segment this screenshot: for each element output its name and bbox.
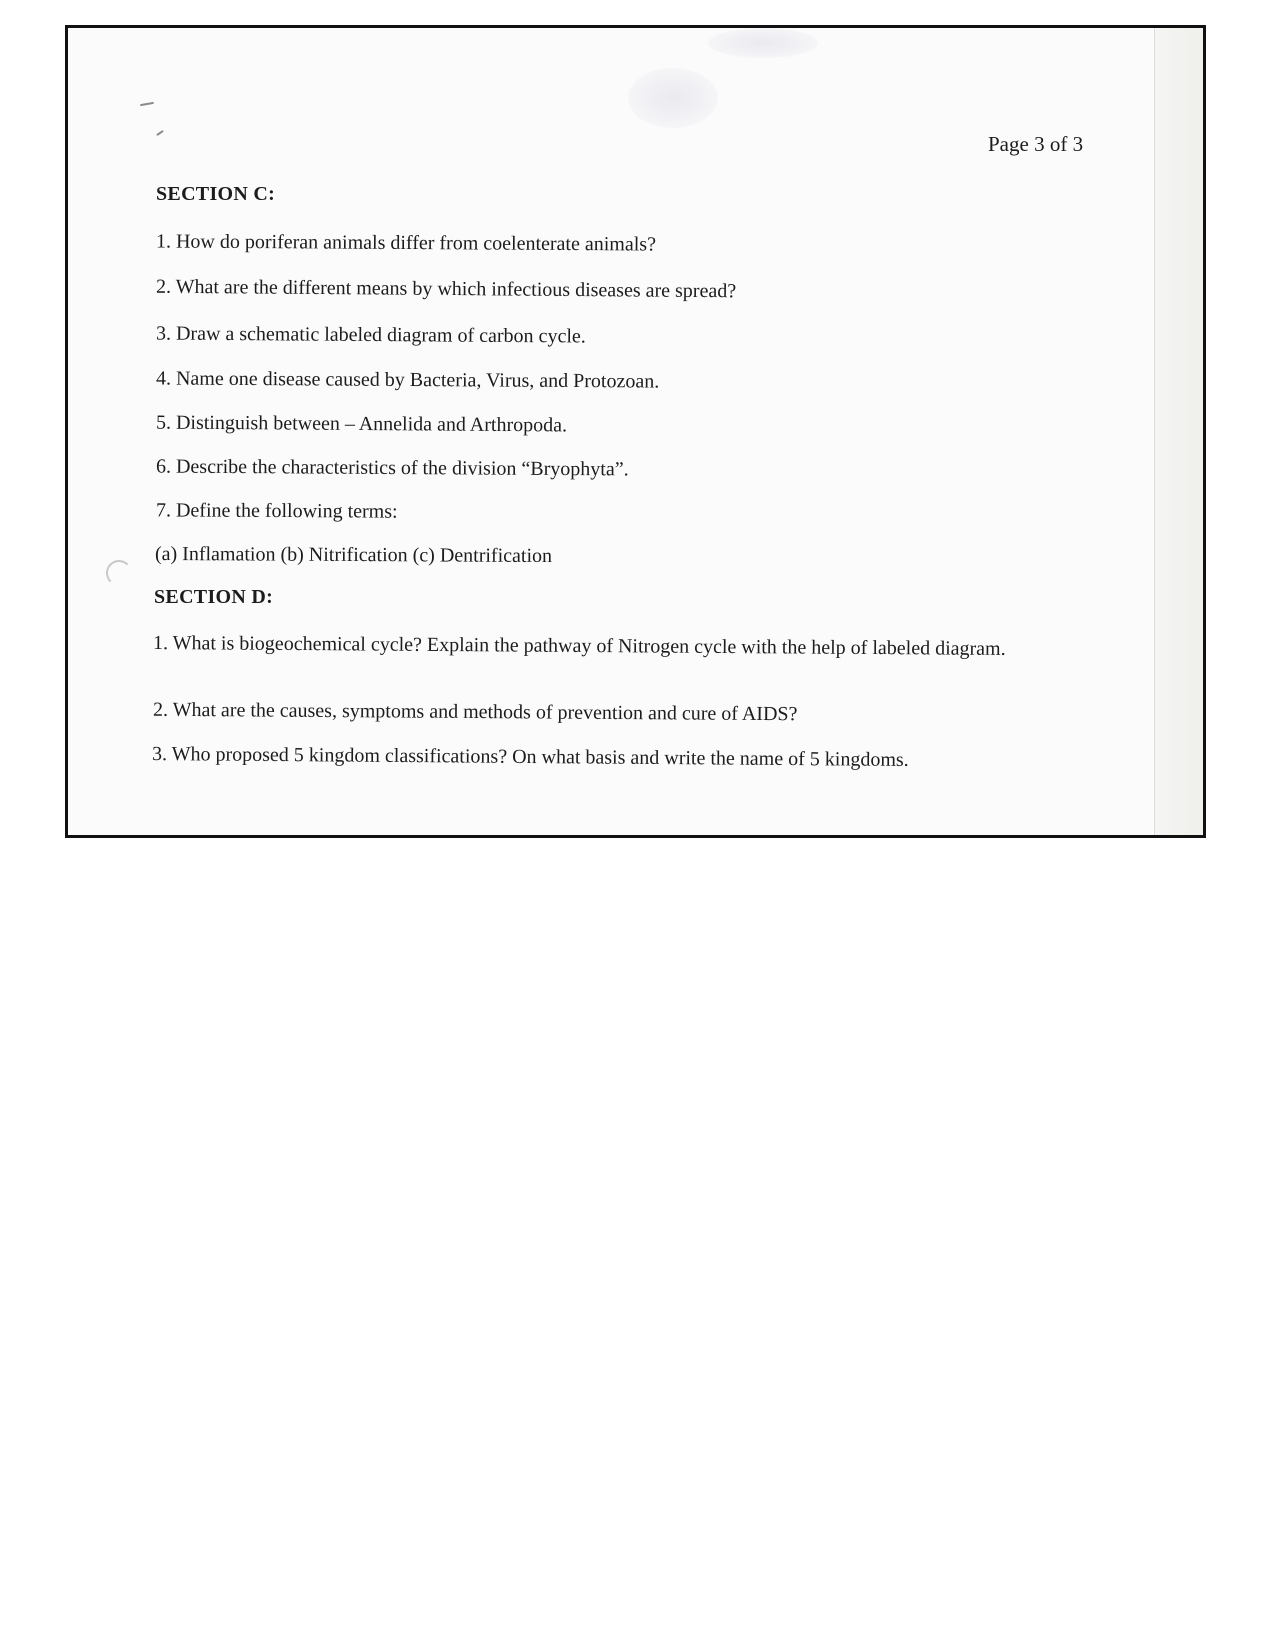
scan-mark bbox=[140, 102, 154, 106]
scan-smudge bbox=[708, 28, 818, 58]
hole-punch-mark bbox=[106, 560, 132, 586]
question-c-1: 1. How do poriferan animals differ from coelenterate animals? bbox=[155, 230, 657, 256]
question-c-7-terms: (a) Inflamation (b) Nitrification (c) Dentrification bbox=[154, 542, 553, 568]
question-c-7: 7. Define the following terms: bbox=[155, 499, 398, 523]
scan-mark bbox=[156, 130, 164, 136]
question-c-4: 4. Name one disease caused by Bacteria, Virus, and Protozoan. bbox=[155, 367, 660, 393]
question-d-3: 3. Who proposed 5 kingdom classifications? On what basis and write the name of 5 kingdoms. bbox=[151, 743, 909, 771]
page-number: Page 3 of 3 bbox=[988, 132, 1084, 156]
section-c-heading: SECTION C: bbox=[156, 183, 276, 205]
question-c-5: 5. Distinguish between – Annelida and Arthropoda. bbox=[155, 411, 568, 437]
scanned-page bbox=[65, 25, 1206, 838]
question-c-3: 3. Draw a schematic labeled diagram of carbon cycle. bbox=[155, 322, 586, 348]
question-d-2: 2. What are the causes, symptoms and methods of prevention and cure of AIDS? bbox=[152, 698, 798, 726]
question-d-1: 1. What is biogeochemical cycle? Explain the pathway of Nitrogen cycle with the help of labeled diagram. bbox=[152, 631, 1006, 660]
section-d-heading: SECTION D: bbox=[154, 586, 274, 608]
question-c-2: 2. What are the different means by which infectious diseases are spread? bbox=[155, 275, 737, 303]
scan-page-edge bbox=[1154, 28, 1203, 835]
question-c-6: 6. Describe the characteristics of the division “Bryophyta”. bbox=[155, 455, 629, 481]
scan-smudge bbox=[628, 68, 718, 128]
